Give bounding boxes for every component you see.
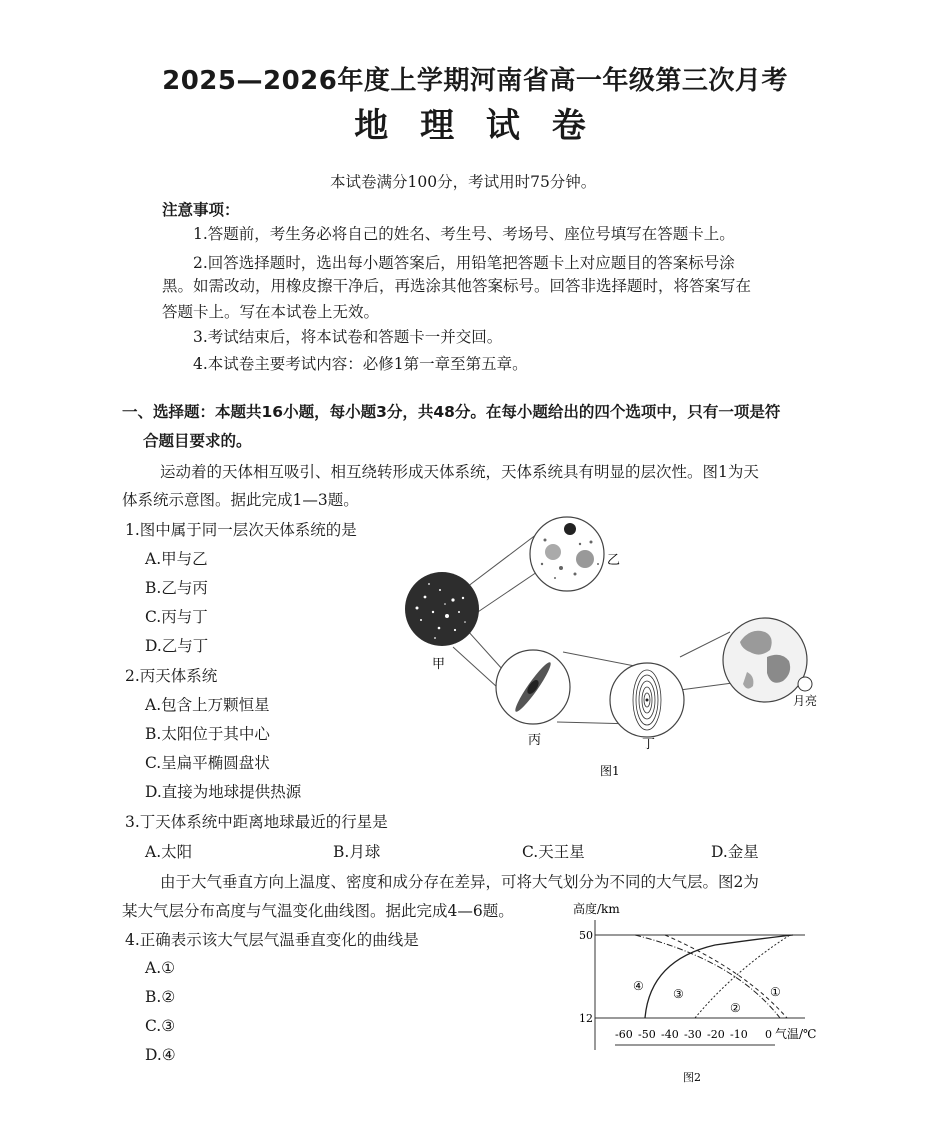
notice-item-1: 1.答题前，考生务必将自己的姓名、考生号、考场号、座位号填写在答题卡上。 — [193, 225, 735, 243]
curve-label-4: ④ — [633, 979, 644, 993]
notice-item-2-cont: 黑。如需改动，用橡皮擦干净后，再选涂其他答案标号。回答非选择题时，将答案写在 — [162, 277, 752, 295]
question-4-stem: 4.正确表示该大气层气温垂直变化的曲线是 — [125, 931, 419, 949]
notice-heading: 注意事项： — [162, 201, 240, 219]
question-3-option-d: D.金星 — [711, 843, 759, 861]
label-ding: 丁 — [642, 737, 656, 752]
question-4-option-d: D.④ — [145, 1046, 176, 1064]
question-1-option-a: A.甲与乙 — [145, 550, 208, 568]
moon-icon — [798, 677, 812, 691]
question-3-option-a: A.太阳 — [145, 843, 193, 861]
question-1-option-d: D.乙与丁 — [145, 637, 209, 655]
question-1-option-c: C.丙与丁 — [145, 608, 208, 626]
xtick-minus-30: -30 — [684, 1028, 702, 1041]
figure-2-caption: 图2 — [683, 1071, 701, 1084]
question-4-option-a: A.① — [145, 959, 176, 977]
label-jia: 甲 — [432, 657, 446, 672]
question-3-option-b: B.月球 — [333, 843, 381, 861]
question-1-stem: 1.图中属于同一层次天体系统的是 — [125, 521, 357, 539]
curve-2 — [665, 935, 787, 1018]
figure-2-xlabel: 气温/℃ — [775, 1027, 817, 1041]
intro-2-cont: 某大气层分布高度与气温变化曲线图。据此完成4—6题。 — [122, 902, 514, 920]
question-3-option-c: C.天王星 — [522, 843, 585, 861]
ytick-50: 50 — [579, 929, 593, 942]
xtick-minus-40: -40 — [661, 1028, 679, 1041]
question-2-option-d: D.直接为地球提供热源 — [145, 783, 302, 801]
question-1-option-b: B.乙与丙 — [145, 579, 208, 597]
earth-system — [723, 618, 807, 702]
figure-1-celestial-systems — [395, 512, 835, 787]
curve-4 — [645, 935, 793, 1018]
label-yi: 乙 — [607, 553, 621, 568]
xtick-minus-50: -50 — [638, 1028, 656, 1041]
curve-label-3: ③ — [673, 987, 684, 1001]
section-heading: 一、选择题：本题共16小题，每小题3分，共48分。在每小题给出的四个选项中，只有一项是符 — [122, 403, 781, 421]
question-2-option-c: C.呈扁平椭圆盘状 — [145, 754, 270, 772]
jia-galaxy-cluster — [405, 572, 479, 646]
figure-2-temperature-chart — [565, 900, 835, 1090]
intro-1: 运动着的天体相互吸引、相互绕转形成天体系统，天体系统具有明显的层次性。图1为天 — [160, 463, 759, 481]
question-4-option-b: B.② — [145, 988, 176, 1006]
question-4-option-c: C.③ — [145, 1017, 176, 1035]
yi-galaxy — [530, 517, 604, 591]
subject-title: 地 理 试 卷 — [354, 106, 596, 146]
ytick-12: 12 — [579, 1012, 593, 1025]
xtick-0: 0 — [765, 1028, 772, 1041]
figure-2-ylabel: 高度/km — [573, 902, 620, 916]
bing-milky-way — [496, 650, 570, 724]
figure-1-caption: 图1 — [600, 764, 620, 778]
curve-label-1: ① — [770, 985, 781, 999]
xtick-minus-60: -60 — [615, 1028, 633, 1041]
section-heading-cont: 合题目要求的。 — [143, 432, 252, 450]
xtick-minus-20: -20 — [707, 1028, 725, 1041]
xtick-minus-10: -10 — [730, 1028, 748, 1041]
question-2-stem: 2.丙天体系统 — [125, 667, 218, 685]
question-2-option-a: A.包含上万颗恒星 — [145, 696, 270, 714]
label-bing: 丙 — [528, 733, 542, 748]
question-2-option-b: B.太阳位于其中心 — [145, 725, 270, 743]
intro-2: 由于大气垂直方向上温度、密度和成分存在差异，可将大气划分为不同的大气层。图2为 — [160, 873, 759, 891]
intro-1-cont: 体系统示意图。据此完成1—3题。 — [122, 491, 359, 509]
notice-item-2: 2.回答选择题时，选出每小题答案后，用铅笔把答题卡上对应题目的答案标号涂 — [193, 254, 735, 272]
curve-label-2: ② — [730, 1001, 741, 1015]
exam-info: 本试卷满分100分，考试用时75分钟。 — [330, 173, 597, 191]
notice-item-2-cont2: 答题卡上。写在本试卷上无效。 — [162, 303, 380, 321]
ding-solar-system — [610, 663, 684, 737]
curve-3 — [695, 935, 790, 1018]
exam-title: 2025—2026年度上学期河南省高一年级第三次月考 — [162, 66, 788, 96]
question-3-stem: 3.丁天体系统中距离地球最近的行星是 — [125, 813, 388, 831]
notice-item-3: 3.考试结束后，将本试卷和答题卡一并交回。 — [193, 328, 503, 346]
label-moon: 月亮 — [793, 694, 818, 708]
notice-item-4: 4.本试卷主要考试内容：必修1第一章至第五章。 — [193, 355, 528, 373]
